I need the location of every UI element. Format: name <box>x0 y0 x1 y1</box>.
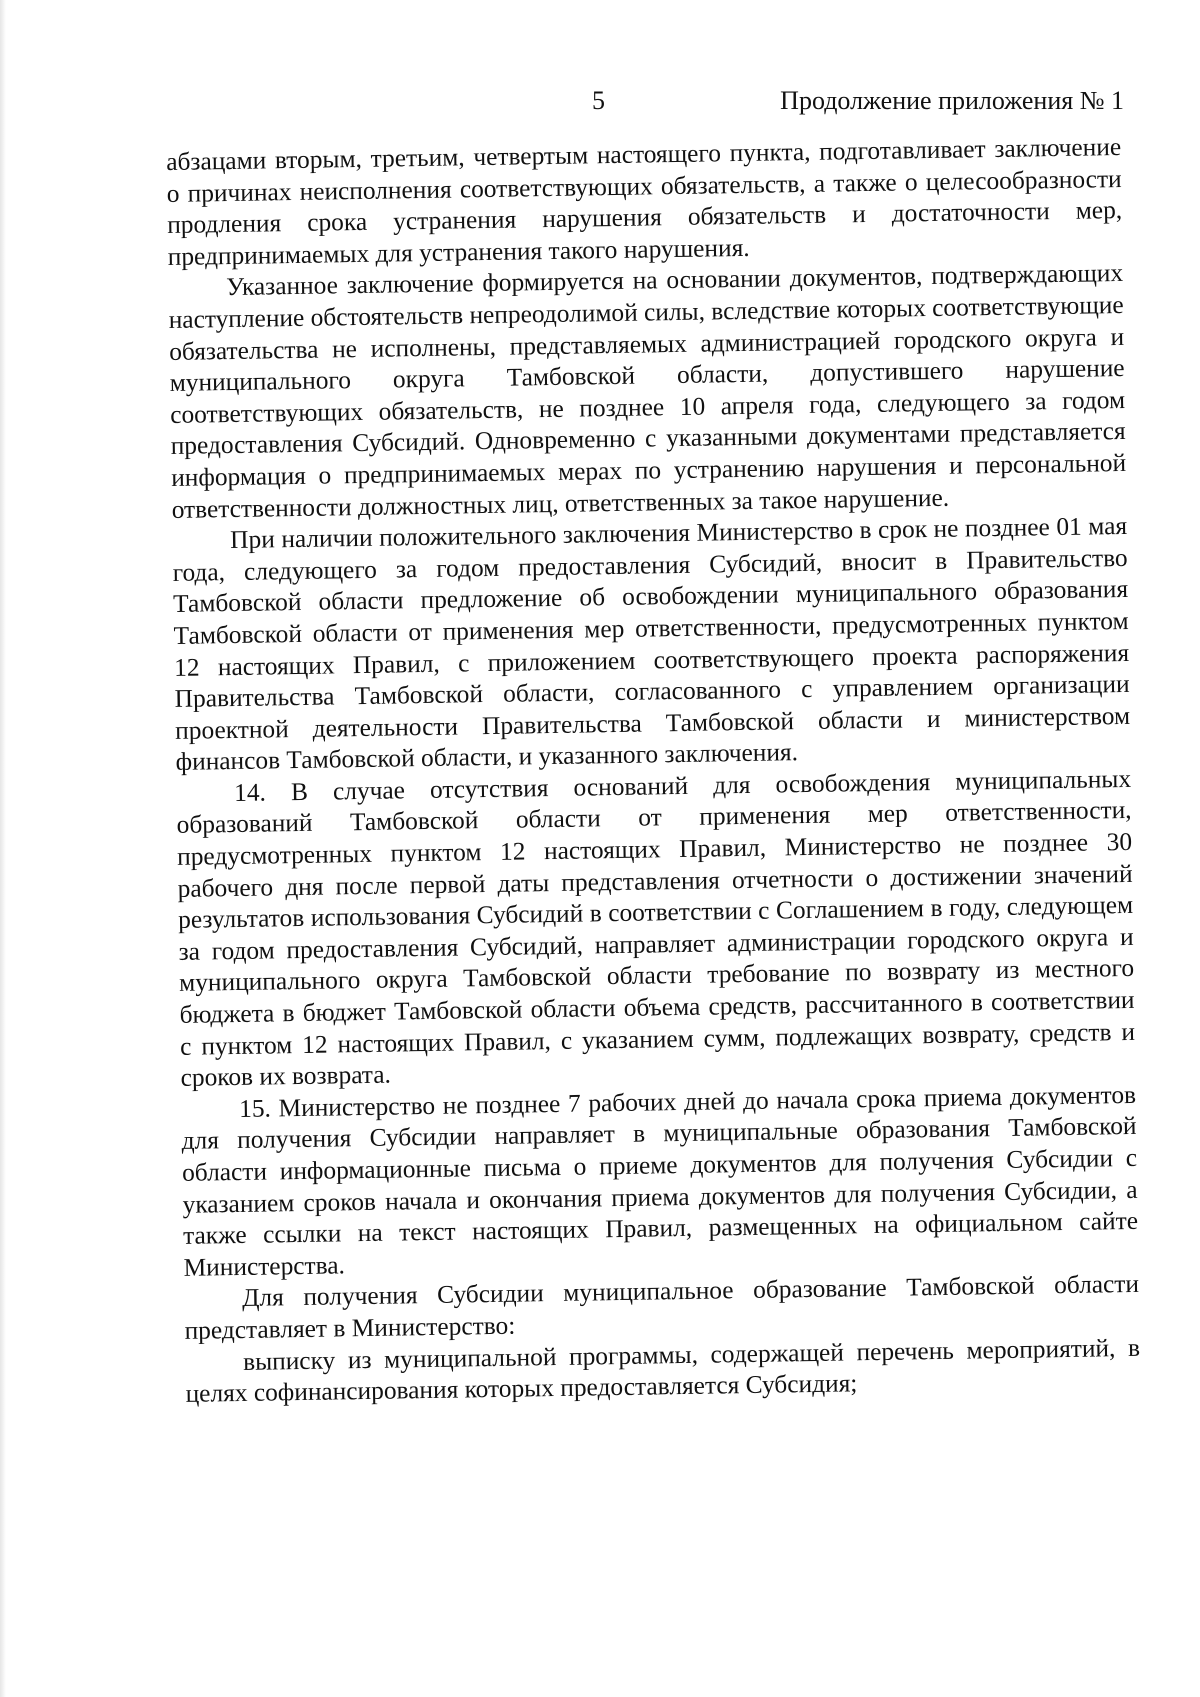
paragraph-continuation: абзацами вторым, третьим, четвертым настоящего пункта, подготавливает заключение о причинах неисполнения соответствующих обязательств, а также о целесообразности продления срока устранения нарушения обязательств и достаточности мер, предпринимаемых для устранения такого нарушения. <box>166 132 1123 271</box>
document-body <box>166 132 1141 1411</box>
paragraph-positive-conclusion: При наличии положительного заключения Министерство в срок не позднее 01 мая года, следующего за годом предоставления Субсидий, вносит в Правительство Тамбовской области предложение об освобождении муниципального образования Тамбовской области от применения мер ответственности, предусмотренных пунктом 12 настоящих Правил, с приложением соответствующего проекта распоряжения Правительства Тамбовской области, согласованного с управлением организации проектной деятельности Правительства Тамбовской области и министерством финансов Тамбовской области, и указанного заключения. <box>172 512 1131 777</box>
paragraph-conclusion-basis: Указанное заключение формируется на основании документов, подтверждающих наступление обстоятельств непреодолимой силы, вследствие которых соответствующие обязательства не исполнены, представляемых администрацией городского округа и муниципального округа Тамбовской области, допустившего нарушение соответствующих обязательств, не позднее 10 апреля года, следующего за годом предоставления Субсидий. Одновременно с указанными документами представляется информация о предпринимаемых мерах по устранению нарушения и персональной ответственности должностных лиц, ответственных за такое нарушение. <box>168 259 1127 524</box>
appendix-caption: Продолжение приложения № 1 <box>780 86 1124 115</box>
paragraph-item-15: 15. Министерство не позднее 7 рабочих дней до начала срока приема документов для получения Субсидии направляет в муниципальные образования Тамбовской области информационные письма о приеме документов для получения Субсидии с указанием сроков начала и окончания приема документов для получения Субсидии, а также ссылки на текст настоящих Правил, размещенных на официальном сайте Министерства. <box>181 1080 1139 1282</box>
paragraph-program-extract: выписку из муниципальной программы, содержащей перечень мероприятий, в целях софинансирования которых предоставляется Субсидия; <box>185 1333 1141 1409</box>
paragraph-item-14: 14. В случае отсутствия оснований для освобождения муниципальных образований Тамбовской области от применения мер ответственности, предусмотренных пунктом 12 настоящих Правил, Министерство не позднее 30 рабочего дня после первой даты представления отчетности о достижении значений результатов использования Субсидий в соответствии с Соглашением в году, следующем за годом предоставления Субсидий, направляет администрации городского округа и муниципального округа Тамбовской области требование по возврату из местного бюджета в бюджет Тамбовской области объема средств, рассчитанного в соответствии с пунктом 12 настоящих Правил, с указанием сумм, подлежащих возврату, средств и сроков их возврата. <box>176 764 1136 1093</box>
scan-edge-shadow <box>0 0 6 1697</box>
page-number: 5 <box>592 86 605 115</box>
paragraph-submission-intro: Для получения Субсидии муниципальное образование Тамбовской области представляет в Министерство: <box>184 1270 1140 1345</box>
page-header <box>0 86 1200 126</box>
